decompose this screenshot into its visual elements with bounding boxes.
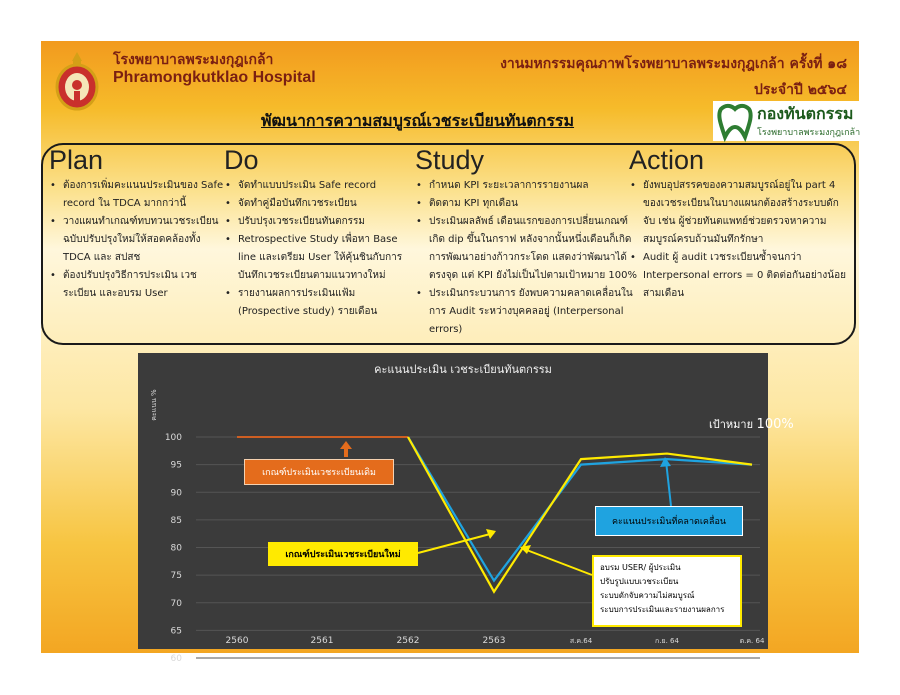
action-title: Action — [629, 145, 705, 175]
arrow-drift — [666, 461, 671, 506]
arrow-actions — [524, 549, 592, 575]
tooth-icon — [715, 103, 755, 139]
y-tick-layer — [165, 433, 182, 664]
x-tick-layer — [226, 636, 765, 646]
action-column — [629, 145, 847, 303]
y-tick-label: 70 — [170, 598, 182, 609]
do-column — [224, 145, 409, 321]
y-tick-label: 90 — [170, 488, 182, 499]
y-tick-label: 65 — [170, 626, 182, 637]
target-text: เป้าหมาย — [709, 418, 754, 431]
arrow-old — [340, 441, 352, 457]
hospital-seal-icon — [53, 51, 101, 113]
target-label — [709, 415, 794, 433]
do-item: • Retrospective Study เพื่อหา Base line และเตรียม User ให้คุ้นชินกับการบันทึกเวชระเบียนตามแนวทางใหม่ — [224, 231, 409, 285]
dept-name: กองทันตกรรม — [757, 104, 854, 123]
y-tick-label: 75 — [170, 571, 182, 582]
do-item: • รายงานผลการประเมินแฟ้ม (Prospective study) รายเดือน — [224, 285, 409, 321]
x-tick-label: 2560 — [225, 636, 249, 646]
x-tick-label: ก.ย. 64 — [655, 637, 679, 645]
action-note: อบรม USER/ ผู้ประเมิน — [600, 563, 681, 572]
y-axis-label: คะแนน % — [150, 389, 158, 421]
study-item: • ติดตาม KPI ทุกเดือน — [415, 195, 637, 213]
study-column — [415, 145, 637, 339]
action-item: • Audit ผู้ audit เวชระเบียนซ้ำจนกว่า Interpersonal errors = 0 ติดต่อกันอย่างน้อยสามเดือน — [629, 249, 847, 303]
y-tick-label: 85 — [170, 515, 182, 526]
dental-department-logo — [713, 101, 859, 141]
event-title: งานมหกรรมคุณภาพโรงพยาบาลพระมงกุฎเกล้า ครั้งที่ ๑๘ — [500, 56, 847, 72]
do-title: Do — [224, 145, 259, 175]
action-note: ปรับรูปแบบเวชระเบียน — [600, 577, 679, 586]
do-item: • ปรับปรุงเวชระเบียนทันตกรรม — [224, 213, 409, 231]
do-item: • จัดทำแบบประเมิน Safe record — [224, 177, 409, 195]
y-tick-label: 95 — [170, 460, 182, 471]
target-value: 100% — [756, 417, 794, 432]
action-list — [629, 177, 847, 303]
study-item: • ประเมินกระบวนการ ยังพบความคลาดเคลื่อนในการ Audit ระหว่างบุคคลอยู่ (Interpersonal errors) — [415, 285, 637, 339]
hospital-name-english: Phramongkutklao Hospital — [113, 69, 316, 86]
study-list — [415, 177, 637, 339]
plan-title: Plan — [49, 145, 104, 175]
annotation-new-criteria: เกณฑ์ประเมินเวชระเบียนใหม่ — [268, 542, 418, 566]
action-item: • ยังพบอุปสรรคของความสมบูรณ์อยู่ใน part 4 ของเวชระเบียนในบางแผนกต้องสร้างระบบดักจับ เช่น ผู้ช่วยทันตแพทย์ช่วยตรวจหาความสมบูรณ์ครบถ้วนมันทึกรักษา — [629, 177, 847, 249]
x-tick-label: 2562 — [396, 636, 420, 646]
annotation-actions — [592, 555, 742, 627]
annotation-old-criteria: เกณฑ์ประเมินเวชระเบียนเดิม — [244, 459, 394, 485]
x-tick-label: 2561 — [310, 636, 334, 646]
study-title: Study — [415, 145, 485, 175]
do-list — [224, 177, 409, 321]
x-tick-label: ส.ค.64 — [569, 637, 593, 645]
x-tick-label: 2563 — [482, 636, 506, 646]
slide — [41, 41, 861, 664]
plan-item: • ต้องการเพิ่มคะแนนประเมินของ Safe record ใน TDCA มากกว่านี้ — [49, 177, 229, 213]
x-tick-label: ต.ค. 64 — [739, 637, 765, 645]
arrow-new — [418, 533, 494, 553]
study-item: • ประเมินผลลัพธ์ เดือนแรกของการเปลี่ยนเกณฑ์เกิด dip ขึ้นในกราฟ หลังจากนั้นหนึ่งเดือนก็เกิดการพัฒนาอย่างก้าวกระโดด แสดงว่าพัฒนาได้ตรงจุด แต่ KPI ยังไม่เป็นไปตามเป้าหมาย 100% — [415, 213, 637, 285]
plan-item: • วางแผนทำเกณฑ์ทบทวนเวชระเบียนฉบับปรับปรุงใหม่ให้สอดคล้องทั้ง TDCA และ สปสช — [49, 213, 229, 267]
event-year: ประจำปี ๒๕๖๔ — [753, 82, 847, 98]
action-note: ระบบดักจับความไม่สมบูรณ์ — [600, 591, 695, 600]
y-tick-label: 100 — [164, 433, 182, 443]
plan-column — [49, 145, 229, 303]
action-note: ระบบการประเมินและรายงานผลการ — [600, 605, 725, 614]
plan-list — [49, 177, 229, 303]
hospital-name-thai: โรงพยาบาลพระมงกุฎเกล้า — [113, 52, 274, 68]
chart-title: คะแนนประเมิน เวชระเบียนทันตกรรม — [374, 363, 552, 376]
page-title: พัฒนาการความสมบูรณ์เวชระเบียนทันตกรรม — [261, 111, 575, 130]
y-tick-label: 80 — [170, 543, 182, 554]
study-item: • กำหนด KPI ระยะเวลาการรายงานผล — [415, 177, 637, 195]
y-tick-label: 60 — [170, 654, 182, 664]
annotation-drift: คะแนนประเมินที่คลาดเคลื่อน — [595, 506, 743, 536]
do-item: • จัดทำคู่มือบันทึกเวชระเบียน — [224, 195, 409, 213]
score-chart — [138, 353, 794, 664]
plan-item: • ต้องปรับปรุงวิธีการประเมิน เวชระเบียน และอบรม User — [49, 267, 229, 303]
dept-subtitle: โรงพยาบาลพระมงกุฎเกล้า — [757, 128, 861, 138]
